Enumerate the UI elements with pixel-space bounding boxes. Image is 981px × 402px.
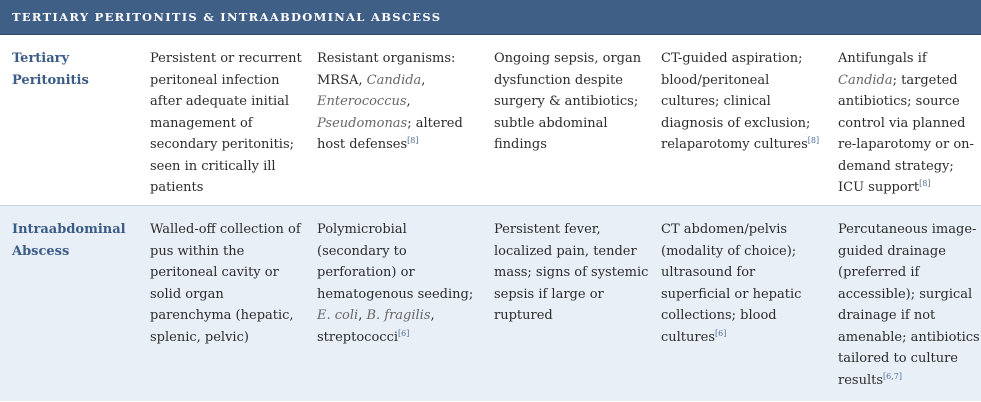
diagnosis-text: CT-guided aspiration; blood/peritoneal cultures; clinical diagnosis of exclusion; relaparotomy cultures (661, 51, 811, 152)
organisms-cell (305, 35, 482, 205)
organisms-text: ; altered host defenses (317, 115, 463, 152)
diagnosis-cell (649, 206, 826, 401)
organisms-cell (305, 206, 482, 401)
table-row (0, 206, 981, 401)
organism-italic: B. fragilis (366, 308, 431, 323)
diagnosis-text: CT abdomen/pelvis (modality of choice); ultrasound for superficial or hepatic collections; blood cultures (661, 222, 802, 345)
row-heading: Tertiary Peritonitis (12, 51, 89, 88)
table-row (0, 35, 981, 206)
citation-link[interactable]: [6] (715, 328, 727, 338)
presentation-cell: Persistent fever, localized pain, tender mass; signs of systemic sepsis if large or ruptured (494, 222, 649, 323)
diagnosis-cell (649, 35, 826, 205)
citation-link[interactable]: [8] (807, 136, 820, 145)
organism-italic: Enterococcus (317, 94, 407, 109)
definition-cell: Persistent or recurrent peritoneal infection after adequate initial management of secondary peritonitis; seen in critically ill patients (150, 51, 302, 195)
citation-link[interactable]: [8] (919, 179, 931, 188)
organisms-text: , (406, 94, 411, 109)
organisms-text: Polymicrobial (secondary to perforation) or hematogenous seeding; (317, 222, 474, 302)
management-text: ; targeted antibiotics; source control via planned re-laparotomy or on-demand strategy; ICU support (838, 72, 974, 195)
organisms-text: , (358, 308, 367, 323)
organism-italic: E. coli (317, 308, 359, 323)
citation-link[interactable]: [6,7] (883, 371, 902, 381)
management-text: Antifungals if (838, 51, 927, 66)
citation-link[interactable]: [8] (407, 136, 419, 145)
table-title: TERTIARY PERITONITIS & INTRAABDOMINAL ABSCESS (0, 0, 981, 35)
organisms-text: , streptococci (317, 308, 435, 345)
citation-link[interactable]: [6] (398, 328, 410, 338)
management-text: Percutaneous image-guided drainage (preferred if accessible); surgical drainage if not amenable; antibiotics tailored to culture results (838, 222, 980, 388)
organism-italic: Candida (366, 72, 422, 88)
management-cell (826, 35, 981, 205)
presentation-cell: Ongoing sepsis, organ dysfunction despite surgery & antibiotics; subtle abdominal findings (494, 51, 642, 152)
organism-italic: Candida (838, 72, 893, 88)
organisms-text: , (421, 72, 426, 88)
row-heading: Intraabdominal Abscess (12, 222, 126, 259)
management-cell (826, 206, 981, 401)
organism-italic: Pseudomonas (317, 115, 408, 131)
organisms-text: Resistant organisms: MRSA, (317, 51, 456, 88)
definition-cell: Walled-off collection of pus within the peritoneal cavity or solid organ parenchyma (hepatic, splenic, pelvic) (150, 222, 301, 345)
